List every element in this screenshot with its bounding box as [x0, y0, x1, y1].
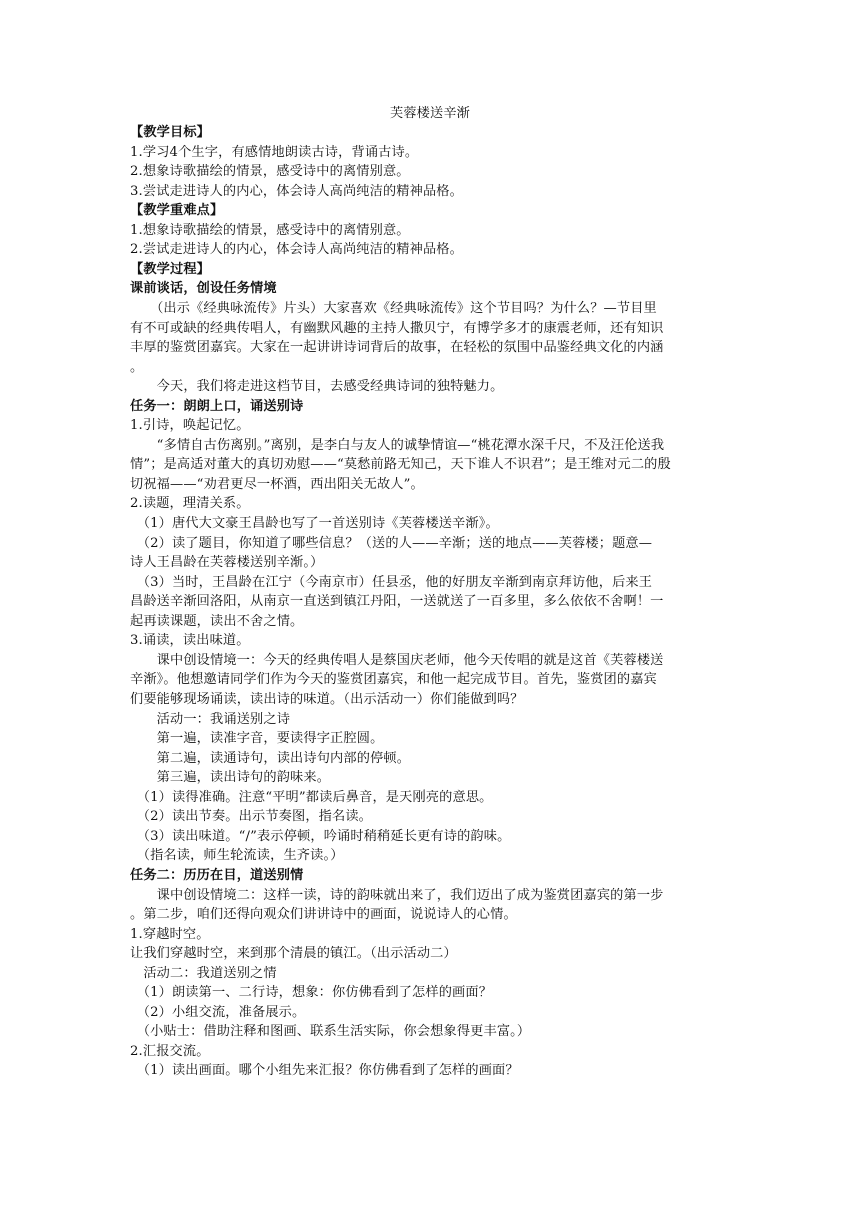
- text-line: 第三遍，读出诗句的韵味来。: [130, 770, 331, 786]
- text-line: 昌龄送辛渐回洛阳，从南京一直送到镇江丹阳，一送就送了一百多里，多么依依不舍啊！一: [130, 594, 664, 610]
- text-line: 活动二：我道送别之情: [130, 965, 277, 981]
- text-line: （2）小组交流，准备展示。: [130, 1004, 306, 1020]
- text-line: 起再读课题，读出不舍之情。: [130, 613, 304, 629]
- text-line: 1.穿越时空。: [130, 926, 210, 942]
- text-line: （2）读了题目，你知道了哪些信息？（送的人——辛渐；送的地点——芙蓉楼；题意—: [130, 535, 653, 551]
- text-line: 2.读题，理清关系。: [130, 496, 250, 512]
- text-line: 3.尝试走进诗人的内心，体会诗人高尚纯洁的精神品格。: [130, 183, 463, 199]
- section-heading: 任务二：历历在目，道送别情: [130, 867, 304, 883]
- section-heading: 【教学目标】: [130, 125, 211, 140]
- text-line: （指名读，师生轮流读，生齐读。）: [130, 848, 344, 864]
- text-line: 情”；是高适对董大的真切劝慰——“莫愁前路无知己，天下谁人不识君”；是王维对元二的殷: [130, 457, 671, 473]
- text-line: 让我们穿越时空，来到那个清晨的镇江。（出示活动二）: [130, 946, 457, 962]
- text-line: 。: [130, 359, 144, 375]
- text-line: 切祝福——“劝君更尽一杯酒，西出阳关无故人”。: [130, 476, 424, 492]
- text-line: （1）读出画面。哪个小组先来汇报？你仿佛看到了怎样的画面？: [130, 1063, 519, 1079]
- text-line: 2.想象诗歌描绘的情景，感受诗中的离情别意。: [130, 164, 410, 180]
- text-line: 第一遍，读准字音，要读得字正腔圆。: [130, 731, 384, 747]
- text-line: 活动一：我诵送别之诗: [130, 711, 291, 727]
- text-line: “多情自古伤离别。”离别，是李白与友人的诚挚情谊—“桃花潭水深千尺，不及汪伦送我: [130, 437, 665, 453]
- text-line: （出示《经典咏流传》片头）大家喜欢《经典咏流传》这个节目吗？为什么？—节目里: [130, 301, 657, 316]
- text-line: 课中创设情境二：这样一读，诗的韵味就出来了，我们迈出了成为鉴赏团嘉宾的第一步: [130, 887, 664, 903]
- text-line: 们要能够现场诵读，读出诗的味道。（出示活动一）你们能做到吗？: [130, 692, 524, 707]
- text-line: 1.学习4个生字，有感情地朗读古诗，背诵古诗。: [130, 144, 419, 160]
- text-line: 辛渐》。他想邀请同学们作为今天的鉴赏团嘉宾，和他一起完成节目。首先，鉴赏团的嘉宾: [130, 672, 657, 688]
- text-line: （1）朗读第一、二行诗，想象：你仿佛看到了怎样的画面？: [130, 985, 493, 1001]
- text-line: （3）读出味道。“/”表示停顿，吟诵时稍稍延长更有诗的韵味。: [130, 828, 511, 844]
- text-line: （小贴士：借助注释和图画、联系生活实际，你会想象得更丰富。）: [130, 1024, 531, 1040]
- text-line: （1）唐代大文豪王昌龄也写了一首送别诗《芙蓉楼送辛渐》。: [130, 516, 499, 531]
- text-line: 3.诵读，读出味道。: [130, 633, 250, 649]
- text-line: 第二遍，读通诗句，读出诗句内部的停顿。: [130, 750, 411, 766]
- text-line: 。第二步，咱们还得向观众们讲讲诗中的画面，说说诗人的心情。: [130, 907, 517, 922]
- text-line: 1.想象诗歌描绘的情景，感受诗中的离情别意。: [130, 222, 410, 238]
- section-heading: 课前谈话，创设任务情境: [130, 281, 277, 297]
- text-line: 2.尝试走进诗人的内心，体会诗人高尚纯洁的精神品格。: [130, 242, 463, 258]
- text-line: （1）读得准确。注意“平明”都读后鼻音，是天刚亮的意思。: [130, 789, 493, 805]
- text-line: （2）读出节奏。出示节奏图，指名读。: [130, 809, 373, 825]
- text-line: 有不可或缺的经典传唱人，有幽默风趣的主持人撒贝宁，有博学多才的康震老师，还有知识: [130, 320, 664, 336]
- section-heading: 任务一：朗朗上口，诵送别诗: [130, 398, 304, 414]
- section-heading: 【教学过程】: [130, 261, 211, 277]
- text-line: 今天，我们将走进这档节目，去感受经典诗词的独特魅力。: [130, 379, 504, 395]
- section-heading: 【教学重难点】: [130, 203, 224, 219]
- text-line: （3）当时，王昌龄在江宁（今南京市）任县丞，他的好朋友辛渐到南京拜访他，后来王: [130, 574, 653, 590]
- text-line: 丰厚的鉴赏团嘉宾。大家在一起讲讲诗词背后的故事，在轻松的氛围中品鉴经典文化的内涵: [130, 340, 664, 356]
- text-line: 诗人王昌龄在芙蓉楼送别辛渐。）: [130, 555, 324, 571]
- text-line: 课中创设情境一：今天的经典传唱人是蔡国庆老师，他今天传唱的就是这首《芙蓉楼送: [130, 652, 664, 668]
- document-title: 芙蓉楼送辛渐: [389, 106, 471, 121]
- text-line: 1.引诗，唤起记忆。: [130, 418, 250, 434]
- text-line: 2.汇报交流。: [130, 1043, 210, 1059]
